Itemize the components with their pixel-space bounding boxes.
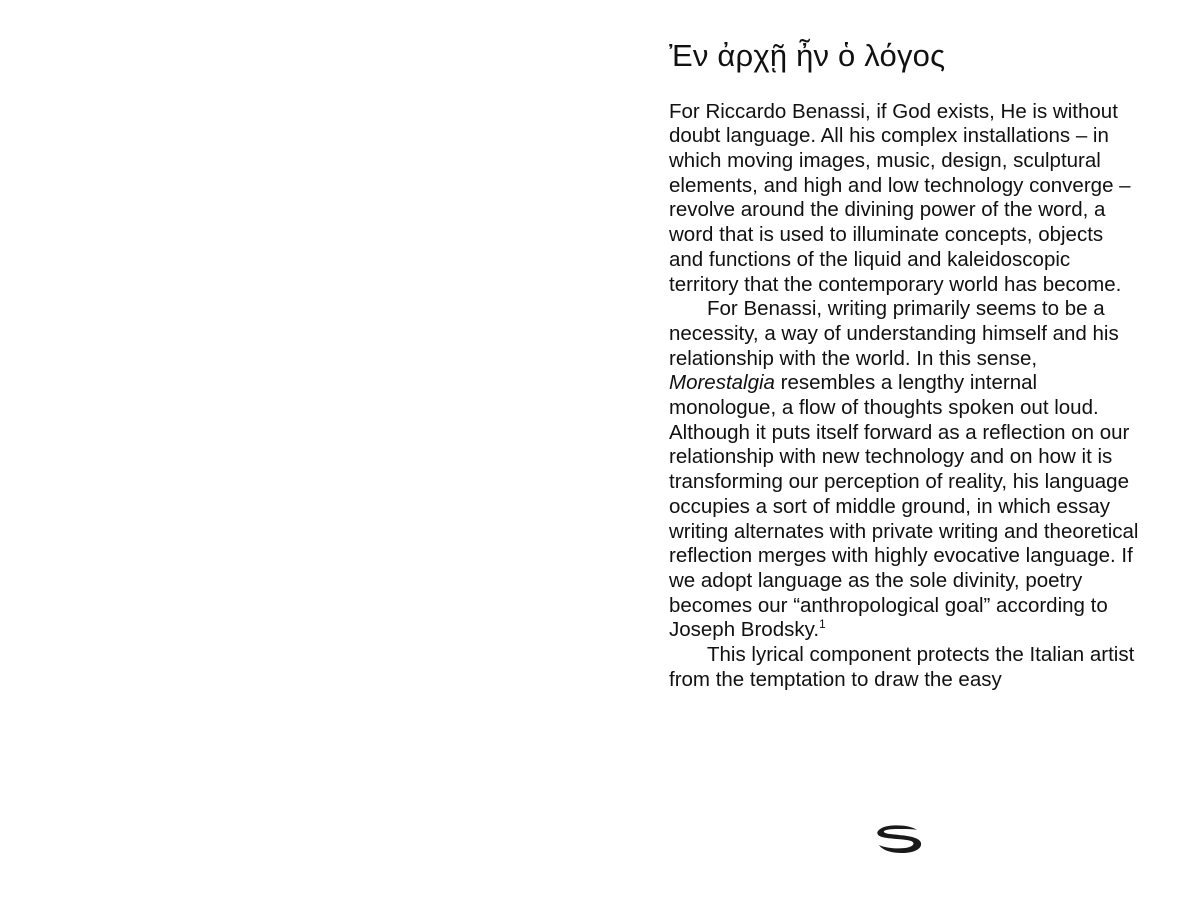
paragraph-2-part-1: For Benassi, writing primarily seems to be a necessity, a way of understanding himself and his relationship with the world. In this sense, xyxy=(669,297,1119,370)
paragraph-2 xyxy=(669,297,1139,643)
footnote-marker: 1 xyxy=(819,617,826,632)
paragraph-2-italic-title: Morestalgia xyxy=(669,371,775,395)
paragraph-2-part-2: resembles a lengthy internal monologue, a flow of thoughts spoken out loud. Although it puts itself forward as a reflection on our relationship with new technology and on how it is transforming our perception of reality, his language occupies a sort of middle ground, in which essay writing alternates with private writing and theoretical reflection merges with highly evocative language. If we adopt language as the sole divinity, poetry becomes our “anthropological goal” according to Joseph Brodsky. xyxy=(669,371,1139,642)
publisher-logo-icon xyxy=(873,824,925,864)
paragraph-3: This lyrical component protects the Italian artist from the temptation to draw the easy xyxy=(669,643,1135,691)
page-title: Ἐν ἀρχῇ ἦν ὁ λόγος xyxy=(669,38,946,73)
body-text xyxy=(669,100,1139,693)
paragraph-1: For Riccardo Benassi, if God exists, He is without doubt language. All his complex installations – in which moving images, music, design, sculptural elements, and high and low technology converge – revolve around the divining power of the word, a word that is used to illuminate concepts, objects and functions of the liquid and kaleidoscopic territory that the contemporary world has become. xyxy=(669,99,1131,296)
text-column xyxy=(669,38,1139,693)
